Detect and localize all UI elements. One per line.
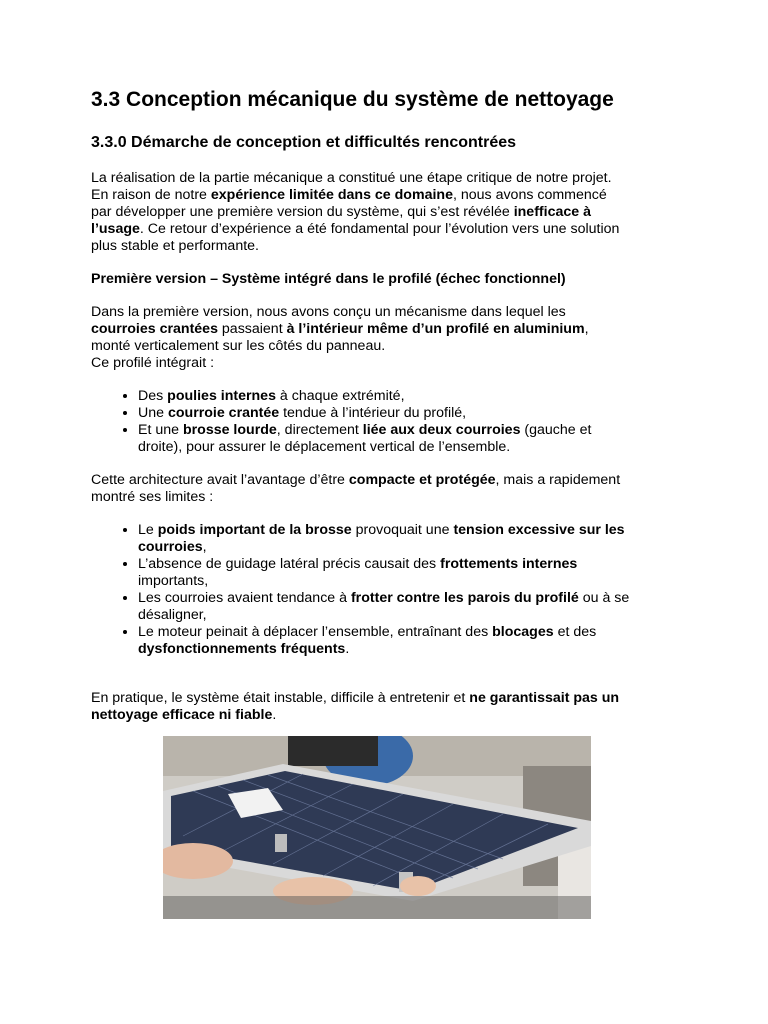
solar-panel-illustration [163,736,591,919]
document-page [91,86,681,724]
architecture-paragraph: Cette architecture avait l’avantage d’être compacte et protégée, mais a rapidement montré ses limites : [91,472,621,505]
list-item: • L’absence de guidage latéral précis causait des frottements internes importants, [138,556,681,590]
subsection-title: 3.3.0 Démarche de conception et difficultés rencontrées [91,134,517,151]
version-heading: Première version – Système intégré dans le profilé (échec fonctionnel) [91,271,566,287]
list-item: • Une courroie crantée tendue à l’intérieur du profilé, [138,405,681,422]
version-description: Dans la première version, nous avons conçu un mécanisme dans lequel les courroies crantées passaient à l’intérieur même d’un profilé en aluminium, monté verticalement sur les côtés du panneau. Ce profilé intégrait : [91,304,589,371]
list-item: • Et une brosse lourde, directement liée aux deux courroies (gauche et droite), pour assurer le déplacement vertical de l’ensemble. [138,422,681,456]
list-item: • Les courroies avaient tendance à frotter contre les parois du profilé ou à se désaligner, [138,590,681,624]
intro-paragraph: La réalisation de la partie mécanique a constitué une étape critique de notre projet. En raison de notre expérience limitée dans ce domaine, nous avons commencé par développer une première version du système, qui s’est révélée inefficace à l’usage. Ce retour d’expérience a été fondamental pour l’évolution vers une solution plus stable et performante. [91,170,620,254]
limits-list [91,522,681,658]
conclusion-paragraph: En pratique, le système était instable, difficile à entretenir et ne garantissait pas un nettoyage efficace ni fiable. [91,690,620,723]
section-title: 3.3 Conception mécanique du système de nettoyage [91,88,614,111]
solar-panel-photo [163,736,591,919]
components-list [91,388,681,456]
list-item: • Le moteur peinait à déplacer l’ensemble, entraînant des blocages et des dysfonctionnements fréquents. [138,624,681,658]
list-item: • Le poids important de la brosse provoquait une tension excessive sur les courroies, [138,522,681,556]
list-item: • Des poulies internes à chaque extrémité, [138,388,681,405]
